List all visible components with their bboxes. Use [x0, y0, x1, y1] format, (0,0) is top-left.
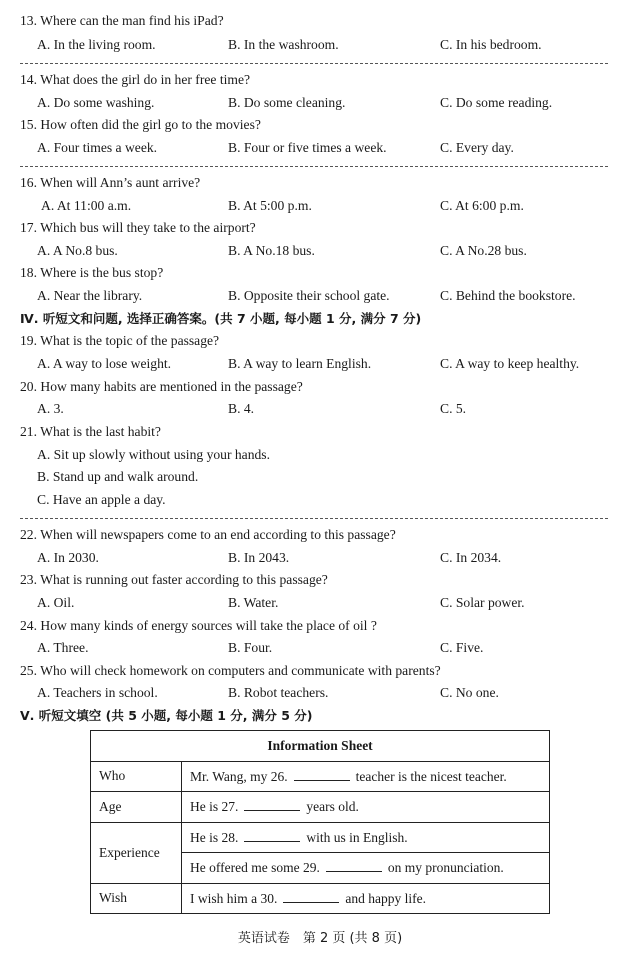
q14-option-b[interactable]: B. Do some cleaning.	[228, 95, 346, 110]
q25-option-b[interactable]: B. Robot teachers.	[228, 685, 329, 700]
question-19: 19. What is the topic of the passage?	[20, 333, 220, 348]
question-13: 13. Where can the man find his iPad?	[20, 13, 224, 28]
q14-option-a[interactable]: A. Do some washing.	[37, 95, 155, 110]
q22-option-c[interactable]: C. In 2034.	[440, 550, 502, 565]
q18-option-c[interactable]: C. Behind the bookstore.	[440, 288, 576, 303]
sheet-title: Information Sheet	[91, 731, 550, 762]
table-row	[91, 822, 550, 853]
question-16: 16. When will Ann’s aunt arrive?	[20, 175, 201, 190]
blank-26[interactable]	[294, 768, 350, 781]
q20-option-a[interactable]: A. 3.	[37, 401, 64, 416]
q25-option-c[interactable]: C. No one.	[440, 685, 499, 700]
blank-29[interactable]	[326, 859, 382, 872]
question-25: 25. Who will check homework on computers and communicate with parents?	[20, 663, 441, 678]
q19-option-b[interactable]: B. A way to learn English.	[228, 356, 372, 371]
q20-option-c[interactable]: C. 5.	[440, 401, 467, 416]
q21-option-a[interactable]: A. Sit up slowly without using your hands.	[37, 447, 270, 462]
q17-option-c[interactable]: C. A No.28 bus.	[440, 243, 527, 258]
q17-option-a[interactable]: A. A No.8 bus.	[37, 243, 118, 258]
blank-27[interactable]	[244, 798, 300, 811]
q16-option-b[interactable]: B. At 5:00 p.m.	[228, 198, 312, 213]
q19-option-c[interactable]: C. A way to keep healthy.	[440, 356, 580, 371]
age-cell: He is 27. years old.	[182, 792, 550, 823]
table-row	[91, 731, 550, 762]
q15-option-a[interactable]: A. Four times a week.	[37, 140, 158, 155]
q17-option-b[interactable]: B. A No.18 bus.	[228, 243, 315, 258]
table-row	[91, 792, 550, 823]
who-cell: Mr. Wang, my 26. teacher is the nicest teacher.	[182, 761, 550, 792]
q13-option-b[interactable]: B. In the washroom.	[228, 37, 339, 52]
divider	[20, 63, 608, 64]
question-21: 21. What is the last habit?	[20, 424, 161, 439]
question-24: 24. How many kinds of energy sources will take the place of oil ?	[20, 618, 377, 633]
q21-option-c[interactable]: C. Have an apple a day.	[37, 492, 166, 507]
q23-option-b[interactable]: B. Water.	[228, 595, 279, 610]
q24-option-c[interactable]: C. Five.	[440, 640, 484, 655]
q24-option-b[interactable]: B. Four.	[228, 640, 273, 655]
q13-option-c[interactable]: C. In his bedroom.	[440, 37, 542, 52]
q18-option-a[interactable]: A. Near the library.	[37, 288, 143, 303]
q25-option-a[interactable]: A. Teachers in school.	[37, 685, 158, 700]
information-sheet-table	[90, 730, 550, 914]
divider	[20, 518, 608, 519]
q16-option-c[interactable]: C. At 6:00 p.m.	[440, 198, 524, 213]
q13-option-a[interactable]: A. In the living room.	[37, 37, 156, 52]
q22-option-a[interactable]: A. In 2030.	[37, 550, 99, 565]
section-v-heading: Ⅴ. 听短文填空 (共 5 小题, 每小题 1 分, 满分 5 分)	[20, 708, 313, 723]
q21-option-b[interactable]: B. Stand up and walk around.	[37, 469, 199, 484]
q22-option-b[interactable]: B. In 2043.	[228, 550, 290, 565]
q15-option-b[interactable]: B. Four or five times a week.	[228, 140, 387, 155]
q16-option-a[interactable]: A. At 11:00 a.m.	[41, 198, 132, 213]
wish-cell: I wish him a 30. and happy life.	[182, 883, 550, 914]
experience-label: Experience	[91, 822, 182, 883]
page-footer: 英语试卷 第 2 页 (共 8 页)	[237, 931, 403, 946]
experience-cell-2: He offered me some 29. on my pronunciation.	[182, 853, 550, 884]
q19-option-a[interactable]: A. A way to lose weight.	[37, 356, 172, 371]
question-23: 23. What is running out faster according to this passage?	[20, 572, 328, 587]
question-20: 20. How many habits are mentioned in the passage?	[20, 379, 303, 394]
question-17: 17. Which bus will they take to the airport?	[20, 220, 256, 235]
q14-option-c[interactable]: C. Do some reading.	[440, 95, 553, 110]
wish-label: Wish	[91, 883, 182, 914]
table-row	[91, 883, 550, 914]
q23-option-c[interactable]: C. Solar power.	[440, 595, 525, 610]
blank-30[interactable]	[283, 890, 339, 903]
question-18: 18. Where is the bus stop?	[20, 265, 164, 280]
section-iv-heading: Ⅳ. 听短文和问题, 选择正确答案。(共 7 小题, 每小题 1 分, 满分 7 分)	[20, 311, 422, 326]
q15-option-c[interactable]: C. Every day.	[440, 140, 514, 155]
q23-option-a[interactable]: A. Oil.	[37, 595, 75, 610]
table-row	[91, 761, 550, 792]
question-22: 22. When will newspapers come to an end according to this passage?	[20, 527, 396, 542]
q24-option-a[interactable]: A. Three.	[37, 640, 89, 655]
q20-option-b[interactable]: B. 4.	[228, 401, 255, 416]
q18-option-b[interactable]: B. Opposite their school gate.	[228, 288, 390, 303]
divider	[20, 166, 608, 167]
question-15: 15. How often did the girl go to the movies?	[20, 117, 261, 132]
who-label: Who	[91, 761, 182, 792]
experience-cell-1: He is 28. with us in English.	[182, 822, 550, 853]
age-label: Age	[91, 792, 182, 823]
question-14: 14. What does the girl do in her free time?	[20, 72, 251, 87]
blank-28[interactable]	[244, 829, 300, 842]
